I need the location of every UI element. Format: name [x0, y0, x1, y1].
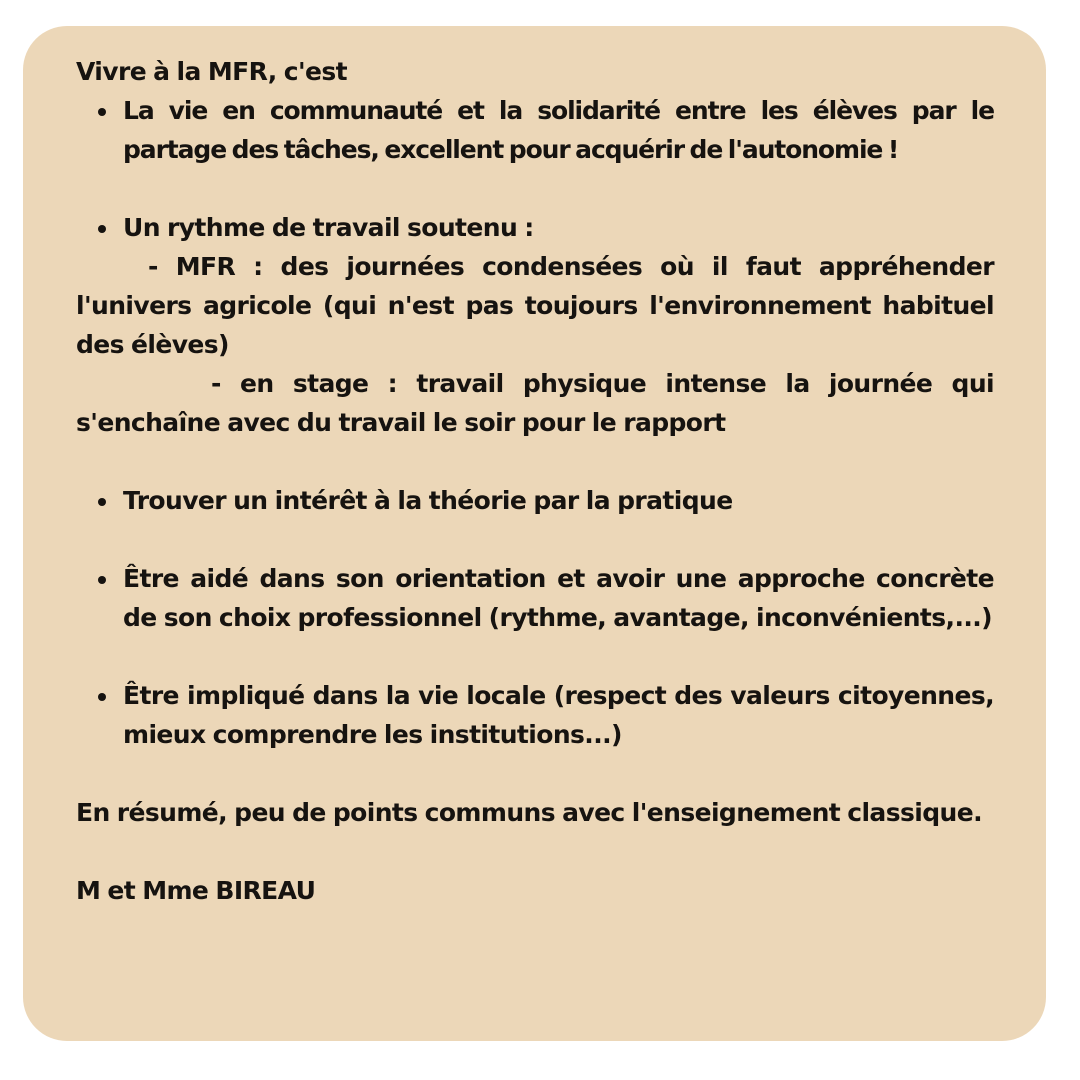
bullet-dot-icon	[98, 108, 106, 116]
bullet-text-rhythm: Un rythme de travail soutenu :	[123, 213, 534, 242]
intro-text: Vivre à la MFR, c'est	[76, 57, 348, 86]
bullet-text-community: La vie en communauté et la solidarité entre les élèves par le partage des tâches, excellent pour acquérir de l'autonomie !	[123, 96, 994, 164]
bullet-dot-icon	[98, 225, 106, 233]
list-item	[76, 208, 994, 247]
bullet-dot-icon	[98, 576, 106, 584]
card-content	[76, 52, 994, 910]
bullet-dot-icon	[98, 693, 106, 701]
bullet-text-theory: Trouver un intérêt à la théorie par la pratique	[123, 486, 733, 515]
bullet-text-orientation: Être aidé dans son orientation et avoir une approche concrète de son choix professionnel (rythme, avantage, inconvénients,...)	[123, 564, 994, 632]
list-item	[76, 559, 994, 637]
sub-item-stage: - en stage : travail physique intense la journée qui s'enchaîne avec du travail le soir pour le rapport	[76, 369, 994, 437]
signature: M et Mme BIREAU	[76, 876, 316, 905]
list-item	[76, 481, 994, 520]
list-item	[76, 91, 994, 169]
summary-text: En résumé, peu de points communs avec l'enseignement classique.	[76, 798, 982, 827]
sub-item-mfr: - MFR : des journées condensées où il faut appréhender l'univers agricole (qui n'est pas toujours l'environnement habituel des élèves)	[76, 252, 994, 359]
bullet-text-local-life: Être impliqué dans la vie locale (respect des valeurs citoyennes, mieux comprendre les institutions...)	[123, 681, 994, 749]
list-item	[76, 676, 994, 754]
bullet-dot-icon	[98, 498, 106, 506]
